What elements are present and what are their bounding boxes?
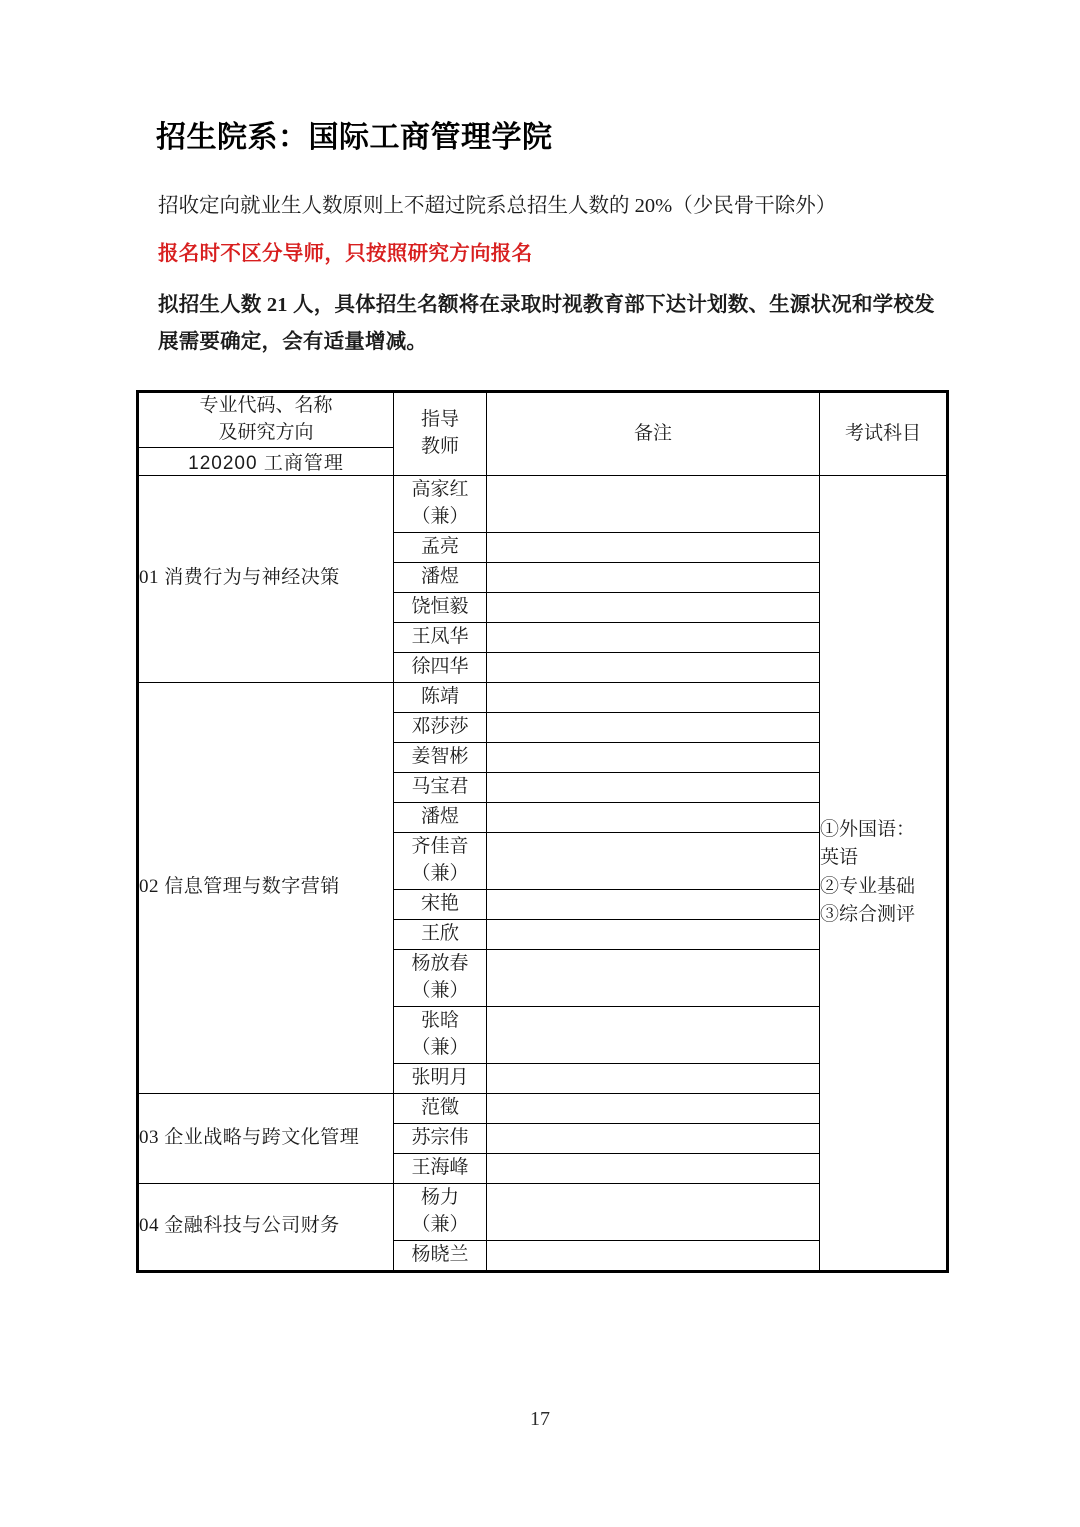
teacher-name-cell (394, 1123, 487, 1153)
teacher-name: 张明月 (411, 1066, 469, 1088)
table-row (138, 475, 948, 532)
page-number: 17 (530, 1408, 550, 1430)
teacher-name-cell (394, 742, 487, 772)
teacher-concurrent-marker: （兼） (411, 505, 469, 527)
teacher-name: 邓莎莎 (411, 715, 469, 737)
teacher-name-cell (394, 919, 487, 949)
header-remark: 备注 (487, 392, 820, 475)
teacher-name: 潘煜 (420, 565, 459, 587)
remark-cell (487, 532, 820, 562)
remark-cell (487, 1240, 820, 1271)
header-direction-line1: 专业代码、名称 (199, 395, 333, 417)
teacher-concurrent-marker: （兼） (411, 1213, 469, 1235)
research-direction-cell: 02 信息管理与数字营销 (138, 682, 394, 1093)
remark-cell (487, 1093, 820, 1123)
remark-cell (487, 652, 820, 682)
teacher-name-cell (394, 682, 487, 712)
remark-cell (487, 742, 820, 772)
header-direction (138, 392, 394, 447)
teacher-name: 马宝君 (411, 775, 469, 797)
teacher-name: 饶恒毅 (411, 595, 469, 617)
teacher-name-cell (394, 1240, 487, 1271)
teacher-concurrent-marker: （兼） (411, 979, 469, 1001)
header-direction-line2: 及研究方向 (218, 421, 314, 443)
teacher-concurrent-marker: （兼） (411, 862, 469, 884)
remark-cell (487, 832, 820, 889)
teacher-name-cell (394, 652, 487, 682)
teacher-name: 杨力 (420, 1186, 459, 1208)
exam-subject-major-basics: ②专业基础 (820, 875, 916, 897)
teacher-name: 杨放春 (411, 952, 469, 974)
teacher-name: 姜智彬 (411, 745, 469, 767)
page-content (136, 118, 948, 1273)
major-code-name: 120200 工商管理 (138, 447, 394, 475)
remark-cell (487, 712, 820, 742)
exam-subjects-cell (820, 475, 948, 1271)
teacher-name: 潘煜 (420, 805, 459, 827)
header-exam: 考试科目 (820, 392, 948, 475)
teacher-name-cell (394, 1153, 487, 1183)
teacher-name-cell (394, 1093, 487, 1123)
teacher-name-cell (394, 1183, 487, 1240)
teacher-name-cell (394, 622, 487, 652)
teacher-name-cell (394, 475, 487, 532)
teacher-name: 陈靖 (420, 685, 459, 707)
research-direction-cell: 04 金融科技与公司财务 (138, 1183, 394, 1271)
teacher-name-cell (394, 1063, 487, 1093)
teacher-name: 王海峰 (411, 1156, 469, 1178)
teacher-name: 杨晓兰 (411, 1243, 469, 1265)
remark-cell (487, 802, 820, 832)
teacher-name: 王凤华 (411, 625, 469, 647)
table-header-row (138, 392, 948, 447)
teacher-name-cell (394, 889, 487, 919)
teacher-name: 齐佳音 (411, 835, 469, 857)
teacher-name: 高家红 (411, 478, 469, 500)
remark-cell (487, 772, 820, 802)
header-teacher-line2: 教师 (420, 435, 459, 457)
teacher-name-cell (394, 802, 487, 832)
remark-cell (487, 622, 820, 652)
remark-cell (487, 919, 820, 949)
teacher-name: 苏宗伟 (411, 1126, 469, 1148)
exam-subject-english: 英语 (820, 847, 859, 869)
remark-cell (487, 1153, 820, 1183)
teacher-name-cell (394, 562, 487, 592)
remark-cell (487, 592, 820, 622)
remark-cell (487, 889, 820, 919)
teacher-name-cell (394, 832, 487, 889)
remark-cell (487, 1183, 820, 1240)
remark-cell (487, 1063, 820, 1093)
remark-cell (487, 1123, 820, 1153)
teacher-name: 宋艳 (420, 892, 459, 914)
header-teacher (394, 392, 487, 475)
intro-line-quota: 招收定向就业生人数原则上不超过院系总招生人数的 20%（少民骨干除外） (158, 195, 837, 217)
teacher-concurrent-marker: （兼） (411, 1036, 469, 1058)
remark-cell (487, 949, 820, 1006)
teacher-name-cell (394, 592, 487, 622)
teacher-name: 范徵 (420, 1096, 459, 1118)
teacher-name-cell (394, 1006, 487, 1063)
exam-subject-comprehensive: ③综合测评 (820, 904, 916, 926)
admissions-table-wrapper (136, 390, 948, 1272)
intro-line-enrollment: 拟招生人数 21 人，具体招生名额将在录取时视教育部下达计划数、生源状况和学校发展需要确定，会有适量增减。 (158, 293, 935, 354)
teacher-name: 王欣 (420, 922, 459, 944)
teacher-name-cell (394, 712, 487, 742)
intro-line-red-notice: 报名时不区分导师，只按照研究方向报名 (158, 242, 533, 265)
teacher-name-cell (394, 949, 487, 1006)
teacher-name-cell (394, 772, 487, 802)
teacher-name: 徐四华 (411, 655, 469, 677)
exam-subject-foreign-language: ①外国语： (820, 818, 916, 840)
intro-block (158, 191, 948, 362)
research-direction-cell: 03 企业战略与跨文化管理 (138, 1093, 394, 1183)
remark-cell (487, 1006, 820, 1063)
page-title: 招生院系：国际工商管理学院 (156, 121, 553, 154)
header-teacher-line1: 指导 (420, 409, 459, 431)
remark-cell (487, 682, 820, 712)
research-direction-cell: 01 消费行为与神经决策 (138, 475, 394, 682)
teacher-name: 孟亮 (420, 535, 459, 557)
admissions-table (136, 390, 949, 1272)
teacher-name-cell (394, 532, 487, 562)
teacher-name: 张晗 (420, 1009, 459, 1031)
remark-cell (487, 475, 820, 532)
remark-cell (487, 562, 820, 592)
